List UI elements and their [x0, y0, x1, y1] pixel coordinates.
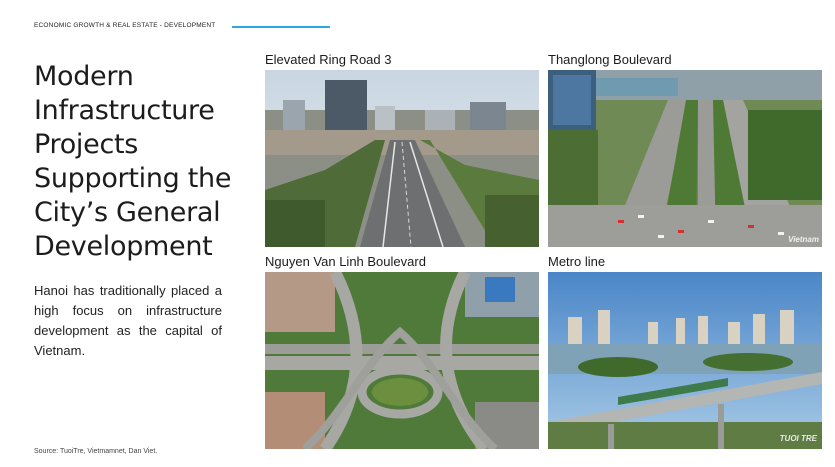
- photo-label: Nguyen Van Linh Boulevard: [265, 254, 426, 269]
- section-label: ECONOMIC GROWTH & REAL ESTATE - DEVELOPMENT: [34, 22, 216, 29]
- ring-road-photo: [265, 70, 539, 247]
- photo-watermark: Vietnam: [788, 235, 819, 244]
- title-line: Projects: [34, 129, 139, 160]
- source-note: Source: TuoiTre, Vietmamnet, Dan Viet.: [34, 448, 158, 455]
- nguyen-van-linh-photo: [265, 272, 539, 449]
- title-line: Supporting the: [34, 163, 232, 194]
- title-line: City’s General: [34, 197, 221, 228]
- title-line: Modern: [34, 61, 134, 92]
- page-title: [34, 60, 249, 264]
- photo-label: Metro line: [548, 254, 606, 269]
- accent-line: [232, 26, 330, 28]
- title-line: Infrastructure: [34, 95, 215, 126]
- thanglong-photo: [548, 70, 822, 247]
- title-line: Development: [34, 231, 213, 262]
- photo-watermark: TUOI TRE: [779, 434, 817, 443]
- photo-label: Thanglong Boulevard: [548, 52, 672, 67]
- body-paragraph: Hanoi has traditionally placed a high focus on infrastructure development as the capital of Vietnam.: [34, 283, 222, 358]
- photo-label: Elevated Ring Road 3: [265, 52, 392, 67]
- metro-photo: [548, 272, 822, 449]
